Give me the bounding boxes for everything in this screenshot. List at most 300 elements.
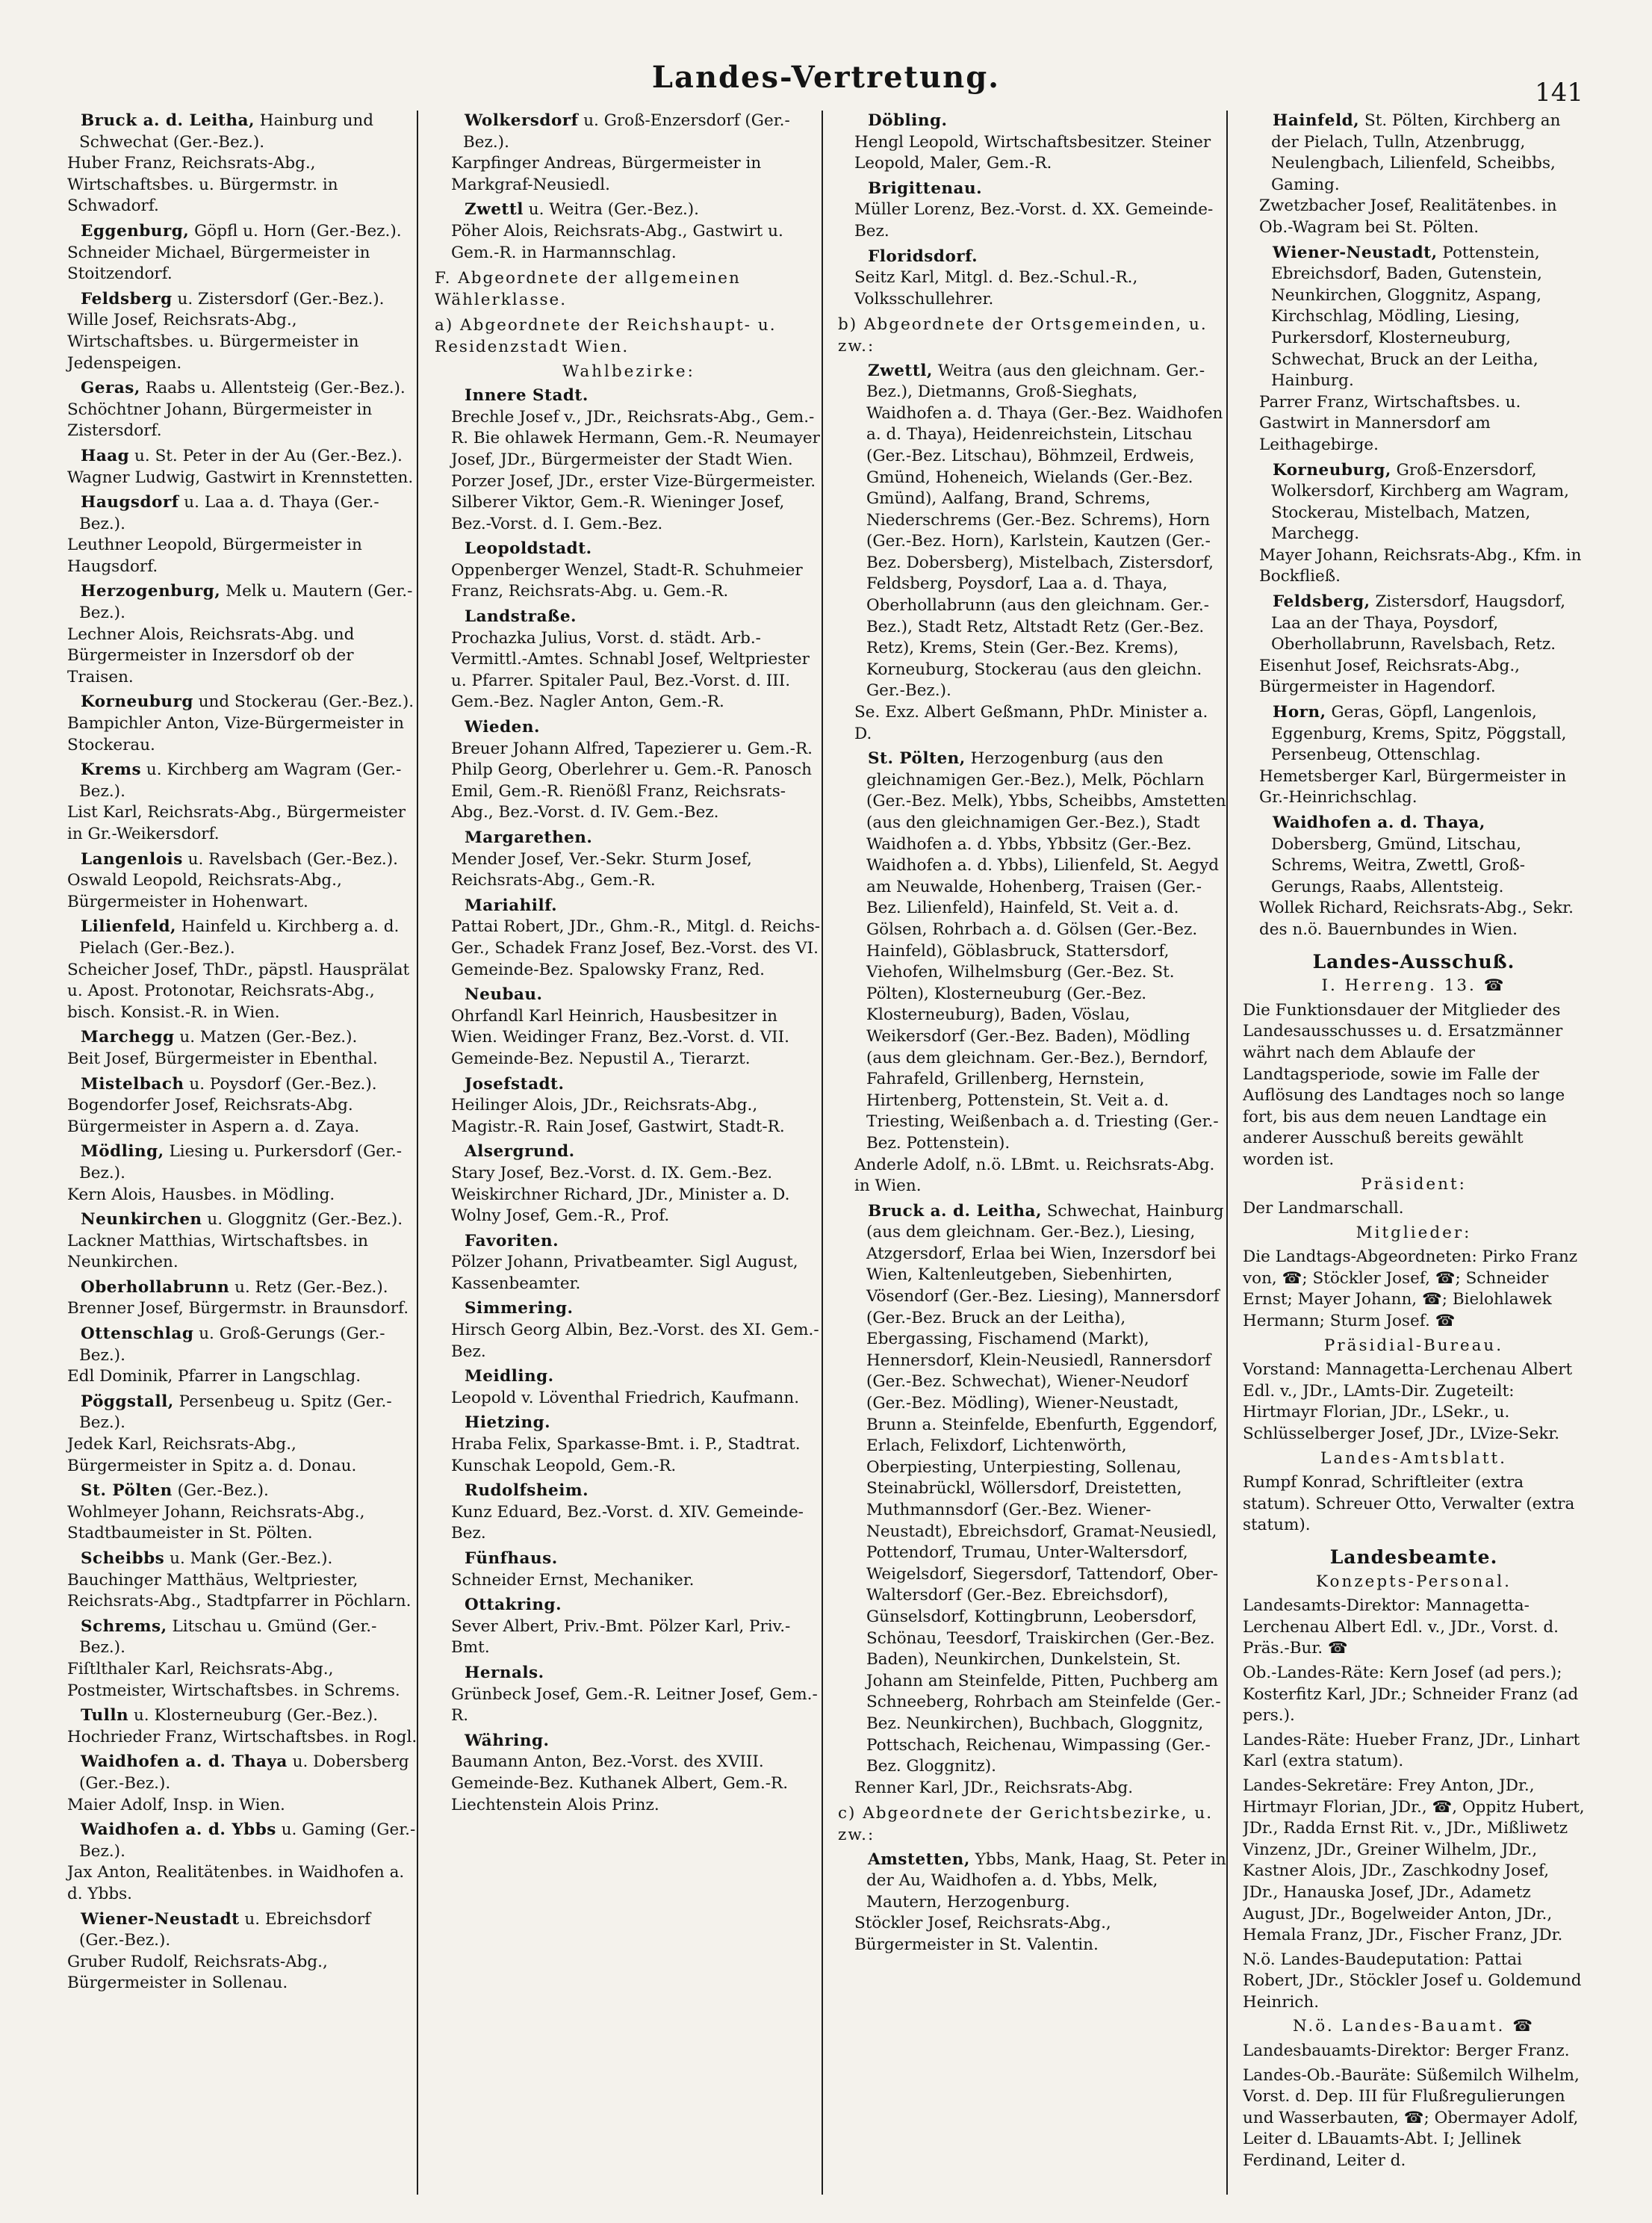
entry-districts: u. Retz (Ger.-Bez.). — [229, 1277, 388, 1297]
entry-representative: Schneider Michael, Bürgermeister in Stoitzendorf. — [67, 243, 370, 284]
entry-number — [51, 1752, 81, 1773]
amtsblatt-label: Landes-Amtsblatt. — [1320, 1448, 1507, 1468]
entry-title: Zwettl — [465, 200, 524, 220]
entry-heading-line — [435, 717, 823, 739]
entry-representative: Brechle Josef v., JDr., Reichsrats-Abg., Gem.-R. Bie ohlawek Hermann, Gem.-R. Neumayer Josef, JDr., Bürgermeister der Stadt Wien. Porzer Josef, JDr., erster Vize-Bürgermeister. Silberer Viktor, Gem.-R. Wieninger Josef, Bez.-Vorst. d. I. Gem.-Bez. — [451, 407, 820, 533]
konzepts-entry: Landes-Räte: Hueber Franz, JDr., Linhart Karl (extra statum). — [1243, 1730, 1580, 1771]
entry-number — [51, 1141, 81, 1163]
entry — [51, 289, 420, 374]
entry — [51, 1752, 420, 1816]
entry-title: Haugsdorf — [81, 493, 179, 512]
entry-number — [435, 1548, 465, 1570]
konzepts-personal-label: Konzepts-Personal. — [1316, 1572, 1512, 1591]
entry-representative: Hochrieder Franz, Wirtschaftsbes. in Rogl. — [67, 1727, 417, 1746]
entry-representative: Scheicher Josef, ThDr., päpstl. Hausprälat u. Apost. Protonotar, Reichsrats-Abg., bisch. Konsist.-R. in Wien. — [67, 960, 410, 1022]
entry — [838, 1201, 1228, 1799]
entry-representative: Parrer Franz, Wirtschaftsbes. u. Gastwirt in Mannersdorf am Leithagebirge. — [1259, 392, 1521, 454]
entry-number — [435, 199, 465, 221]
entry — [51, 581, 420, 688]
entry-districts: u. Gloggnitz (Ger.-Bez.). — [202, 1210, 403, 1230]
entry-number — [1243, 243, 1273, 264]
entry-heading-line — [435, 1413, 823, 1434]
entry-title: Wiener-Neustadt — [81, 1909, 240, 1929]
entry-title: Ottakring. — [465, 1596, 562, 1615]
entry — [838, 1850, 1228, 1956]
entry-number — [51, 917, 81, 938]
entry — [51, 1324, 420, 1388]
entry-districts: u. Zistersdorf (Ger.-Bez.). — [172, 289, 385, 309]
entry-heading-line — [51, 760, 420, 802]
landes-ausschuss-text: Die Funktionsdauer der Mitglieder des Landesausschusses u. d. Ersatzmänner währt nach dem Ablaufe der Landtagsperiode, sowie im Falle der Auflösung des Landtages noch so lange fort, bis aus dem neuen Landtage ein anderer Ausschuß bereits gewählt worden ist. — [1243, 1000, 1565, 1169]
entry-number — [435, 1298, 465, 1320]
entry-number — [435, 385, 465, 407]
entry-heading-line — [51, 289, 420, 311]
entry-representative: Müller Lorenz, Bez.-Vorst. d. XX. Gemeinde-Bez. — [854, 200, 1214, 241]
entry-representative: Eisenhut Josef, Reichsrats-Abg., Bürgermeister in Hagendorf. — [1259, 656, 1520, 697]
entry-title: Mariahilf. — [465, 896, 558, 915]
entry-title: Feldsberg — [81, 289, 173, 309]
entry-number — [838, 1201, 868, 1223]
entry-heading-line — [1243, 460, 1585, 545]
entry-representative: Se. Exz. Albert Geßmann, PhDr. Minister a. D. — [854, 703, 1208, 743]
entry-districts: Pottenstein, Ebreichsdorf, Baden, Gutenstein, Neunkirchen, Gloggnitz, Aspang, Kirchschlag, Mödling, Liesing, Purkersdorf, Klosterneuburg, Schwechat, Bruck an der Leitha, Hainburg. — [1271, 243, 1542, 391]
entry — [51, 1705, 420, 1748]
entry-number — [838, 748, 868, 770]
entry-title: Geras, — [81, 379, 140, 398]
entry-title: Herzogenburg, — [81, 582, 221, 601]
section-a-heading: a) Abgeordnete der Reichshaupt- u. Residenzstadt Wien. — [435, 316, 777, 356]
entry-title: Hainfeld, — [1273, 111, 1360, 130]
entry-number — [435, 985, 465, 1006]
entry-heading-line — [51, 1209, 420, 1231]
entry-representative: Jax Anton, Realitätenbes. in Waidhofen a. d. Ybbs. — [67, 1863, 405, 1903]
entry — [51, 1277, 420, 1320]
entry-number — [1243, 111, 1273, 132]
entry-number — [51, 1481, 81, 1502]
entry-title: Ottenschlag — [81, 1324, 194, 1344]
entry-title: Simmering. — [465, 1299, 574, 1318]
entry-representative: Grünbeck Josef, Gem.-R. Leitner Josef, Gem.-R. — [451, 1684, 818, 1726]
entry — [51, 1027, 420, 1070]
entry-heading-line — [838, 1850, 1228, 1914]
entry-representative: Wollek Richard, Reichsrats-Abg., Sekr. des n.ö. Bauernbundes in Wien. — [1259, 899, 1574, 939]
entry-title: Scheibbs — [81, 1549, 165, 1568]
entry — [1243, 813, 1585, 941]
entry-districts: u. Matzen (Ger.-Bez.). — [174, 1028, 358, 1047]
entry — [435, 1663, 823, 1727]
entry-districts: Ybbs, Mank, Haag, St. Peter in der Au, Waidhofen a. d. Ybbs, Melk, Mautern, Herzogenburg. — [866, 1850, 1226, 1912]
entry-number — [51, 1820, 81, 1841]
entry-representative: Maier Adolf, Insp. in Wien. — [67, 1795, 285, 1814]
entry-representative: Oswald Leopold, Reichsrats-Abg., Bürgermeister in Hohenwart. — [67, 871, 342, 911]
entry-districts: Dobersberg, Gmünd, Litschau, Schrems, Weitra, Zwettl, Groß-Gerungs, Raabs, Allentsteig. — [1271, 834, 1525, 896]
praesident-label: Präsident: — [1361, 1174, 1467, 1194]
entry — [51, 111, 420, 217]
entry-number — [51, 1392, 81, 1413]
entry-representative: Ohrfandl Karl Heinrich, Hausbesitzer in Wien. Weidinger Franz, Bez.-Vorst. d. VII. Gemeinde-Bez. Nepustil A., Tierarzt. — [451, 1006, 790, 1068]
entry-heading-line — [1243, 702, 1585, 766]
entry-heading-line — [435, 896, 823, 917]
entry-representative: Gruber Rudolf, Reichsrats-Abg., Bürgermeister in Sollenau. — [67, 1952, 328, 1993]
entry-number — [435, 1731, 465, 1752]
entry — [435, 1413, 823, 1477]
entry — [1243, 243, 1585, 456]
section-f-heading: F. Abgeordnete der allgemeinen Wählerklasse. — [435, 269, 741, 309]
entry — [435, 1141, 823, 1227]
entry-title: Marchegg — [81, 1028, 175, 1047]
entry-title: Leopoldstadt. — [465, 539, 592, 559]
entry — [51, 378, 420, 442]
entry — [51, 760, 420, 845]
entry-heading-line — [51, 581, 420, 624]
entry-number — [51, 692, 81, 713]
entry-districts: u. Gaming (Ger.-Bez.). — [79, 1820, 416, 1861]
entry-representative: Edl Dominik, Pfarrer in Langschlag. — [67, 1367, 361, 1386]
entry-districts: u. Weitra (Ger.-Bez.). — [523, 200, 699, 220]
entry-number — [435, 1663, 465, 1684]
entry-title: Favoriten. — [465, 1231, 559, 1250]
entry-representative: Hraba Felix, Sparkasse-Bmt. i. P., Stadtrat. Kunschak Leopold, Gem.-R. — [451, 1435, 801, 1475]
entry-representative: List Karl, Reichsrats-Abg., Bürgermeister in Gr.-Weikersdorf. — [67, 803, 406, 843]
entry-districts: Schwechat, Hainburg (aus dem gleichnam. Ger.-Bez.), Liesing, Atzgersdorf, Erlaa bei Wien, Inzersdorf bei Wien, Kaltenleutgeben, Siebenhirten, Vösendorf (Ger.-Bez. Liesing), Mannersdorf (Ger.-Bez. Bruck an der Leitha), Ebergassing, Fischamend (Markt), Hennersdorf, Klein-Neusiedl, Rannersdorf (Ger.-Bez. Schwechat), Wiener-Neudorf (Ger.-Bez. Mödling), Wiener-Neustadt, Brunn a. Steinfelde, Ebenfurth, Eggendorf, Erlach, Felixdorf, Lichtenwörth, Oberpiesting, Unterpiesting, Sollenau, Steinabrückl, Wöllersdorf, Dreistetten, Muthmannsdorf (Ger.-Bez. Wiener-Neustadt), Ebreichsdorf, Gramat-Neusiedl, Pottendorf, Trumau, Unter-Waltersdorf, Weigelsdorf, Siegersdorf, Tattendorf, Ober-Waltersdorf (Ger.-Bez. Ebreichsdorf), Günselsdorf, Kottingbrunn, Leobersdorf, Schönau, Teesdorf, Traiskirchen (Ger.-Bez. Baden), Neunkirchen, Dunkelstein, St. Johann am Steinfelde, Pitten, Puchberg am Schneeberg, Rohrbach am Steinfelde (Ger.-Bez. Neunkirchen), Buchbach, Gloggnitz, Pottschach, Reichenau, Wimpassing (Ger.-Bez. Gloggnitz). — [866, 1201, 1224, 1776]
entry-title: Neubau. — [465, 985, 543, 1005]
entry-number — [435, 111, 465, 132]
entry-title: Wieden. — [465, 718, 540, 737]
entry-number — [838, 247, 868, 268]
entry-number — [51, 289, 81, 311]
entry-title: Krems — [81, 760, 142, 780]
entry-districts: Groß-Enzersdorf, Wolkersdorf, Kirchberg am Wagram, Stockerau, Mistelbach, Matzen, Marchegg. — [1271, 460, 1569, 544]
entry-districts: Herzogenburg (aus den gleichnamigen Ger.-Bez.), Melk, Pöchlarn (Ger.-Bez. Melk), Ybbs, Scheibbs, Amstetten (aus den gleichnamigen Ger.-Bez.), Stadt Waidhofen a. d. Ybbs, Ybbsitz (Ger.-Bez. Waidhofen a. d. Ybbs), Lilienfeld, St. Aegyd am Neuwalde, Hohenberg, Traisen (Ger.-Bez. Lilienfeld), Hainfeld, St. Veit a. d. Gölsen, Rohrbach a. d. Gölsen (Ger.-Bez. Hainfeld), Göblasbruck, Stattersdorf, Viehofen, Wilhelmsburg (Ger.-Bez. St. Pölten), Klosterneuburg (Ger.-Bez. Klosterneuburg), Baden, Vöslau, Weikersdorf (Ger.-Bez. Baden), Mödling (aus dem gleichnam. Ger.-Bez.), Berndorf, Fahrafeld, Grillenberg, Hernstein, Hirtenberg, Pottenstein, St. Veit a. d. Triesting, Weißenbach a. d. Triesting (Ger.-Bez. Pottenstein). — [866, 749, 1226, 1153]
entry-heading-line — [51, 692, 420, 713]
entry-number — [838, 111, 868, 132]
entry — [435, 985, 823, 1070]
bauamt-list — [1243, 2041, 1585, 2172]
entry-representative: Heilinger Alois, JDr., Reichsrats-Abg., Magistr.-R. Rain Josef, Gastwirt, Stadt-R. — [451, 1096, 785, 1136]
konzepts-entry: N.ö. Landes-Baudeputation: Pattai Robert, JDr., Stöckler Josef u. Goldemund Heinrich. — [1243, 1950, 1582, 2012]
entry-districts: Liesing u. Purkersdorf (Ger.-Bez.). — [79, 1142, 402, 1182]
entry-districts: (Ger.-Bez.). — [172, 1481, 269, 1501]
entry — [51, 849, 420, 914]
entry — [51, 1820, 420, 1905]
bauamt-entry: Landes-Ob.-Bauräte: Süßemilch Wilhelm, Vorst. d. Dep. III für Flußregulierungen und Wasserbauten, ☎; Obermayer Adolf, Leiter d. LBauamts-Abt. I; Jellinek Ferdinand, Leiter d. — [1243, 2065, 1580, 2171]
entry-heading-line — [435, 828, 823, 849]
entry-number — [1243, 702, 1273, 724]
entry — [838, 748, 1228, 1197]
entry-districts: Göpfl u. Horn (Ger.-Bez.). — [189, 221, 402, 241]
entry — [51, 446, 420, 489]
entry — [838, 247, 1228, 311]
entry-districts: Raabs u. Allentsteig (Ger.-Bez.). — [140, 379, 406, 398]
entry-representative: Renner Karl, JDr., Reichsrats-Abg. — [854, 1778, 1134, 1797]
entry-representative: Karpfinger Andreas, Bürgermeister in Markgraf-Neusiedl. — [451, 154, 762, 194]
entry-number — [51, 492, 81, 514]
entry-heading-line — [51, 1392, 420, 1434]
entry-representative: Pattai Robert, JDr., Ghm.-R., Mitgl. d. Reichs-Ger., Schadek Franz Josef, Bez.-Vorst. des VI. Gemeinde-Bez. Spalowsky Franz, Red. — [451, 917, 821, 979]
entry-title: Lilienfeld, — [81, 917, 177, 937]
entry-districts: u. Mank (Ger.-Bez.). — [164, 1549, 333, 1568]
bauamt-entry: Landesbauamts-Direktor: Berger Franz. — [1243, 2041, 1570, 2061]
entry-number — [51, 1705, 81, 1727]
entry-number — [435, 1074, 465, 1096]
col2-top-entries — [435, 111, 823, 264]
entry-heading-line — [435, 1595, 823, 1616]
district-list — [435, 385, 823, 1816]
entry-districts: u. Groß-Gerungs (Ger.-Bez.). — [79, 1324, 385, 1365]
entry-number — [51, 581, 81, 603]
entry — [838, 361, 1228, 745]
entry-districts: Geras, Göpfl, Langenlois, Eggenburg, Krems, Spitz, Pöggstall, Persenbeug, Ottenschlag. — [1271, 703, 1567, 765]
page-number: 141 — [1535, 78, 1583, 108]
entry-number — [435, 1366, 465, 1388]
entry — [51, 1909, 420, 1994]
entry-districts: u. St. Peter in der Au (Ger.-Bez.). — [129, 446, 403, 465]
entry-representative: Wille Josef, Reichsrats-Abg., Wirtschaftsbes. u. Bürgermeister in Jedenspeigen. — [67, 311, 359, 373]
entry-districts: Litschau u. Gmünd (Ger.-Bez.). — [79, 1616, 377, 1658]
entry-heading-line — [51, 1141, 420, 1184]
section-c-heading: c) Abgeordnete der Gerichtsbezirke, u. zw.: — [838, 1804, 1214, 1844]
entry — [1243, 111, 1585, 239]
entry-title: Innere Stadt. — [465, 386, 589, 406]
entry-title: Brigittenau. — [868, 179, 983, 198]
entry-number — [51, 1027, 81, 1049]
entry — [435, 111, 823, 196]
entry-title: St. Pölten, — [868, 749, 966, 769]
entry-title: Döbling. — [868, 111, 948, 130]
entry-title: St. Pölten — [81, 1481, 173, 1501]
entry-title: Bruck a. d. Leitha, — [81, 111, 255, 130]
entry-districts: Hainburg und Schwechat (Ger.-Bez.). — [79, 111, 374, 152]
landes-bauamt-label: N.ö. Landes-Bauamt. ☎ — [1293, 2017, 1535, 2036]
entry-title: Landstraße. — [465, 607, 577, 627]
entry-districts: Persenbeug u. Spitz (Ger.-Bez.). — [79, 1392, 392, 1433]
entry-title: Bruck a. d. Leitha, — [868, 1201, 1042, 1221]
entry-title: Wiener-Neustadt, — [1273, 243, 1438, 262]
entry-representative: Hengl Leopold, Wirtschaftsbesitzer. Steiner Leopold, Maler, Gem.-R. — [854, 132, 1211, 173]
entry-districts: u. Groß-Enzersdorf (Ger.-Bez.). — [463, 111, 790, 152]
entry-representative: Leopold v. Löventhal Friedrich, Kaufmann. — [451, 1388, 800, 1407]
entry-districts: Weitra (aus den gleichnam. Ger.-Bez.), Dietmanns, Groß-Sieghats, Waidhofen a. d. Thaya (Ger.-Bez. Waidhofen a. d. Thaya), Heidenreichstein, Litschau (Ger.-Bez. Litschau), Böhmzeil, Erdweis, Gmünd, Hoheneich, Wielands (Ger.-Bez. Gmünd), Aalfang, Brand, Schrems, Niederschrems (Ger.-Bez. Schrems), Horn (Ger.-Bez. Horn), Karlstein, Kautzen (Ger.-Bez. Dobersberg), Mistelbach, Zistersdorf, Feldsberg, Poysdorf, Laa a. d. Thaya, Oberhollabrunn (aus den gleichnam. Ger.-Bez.), Stadt Retz, Altstadt Retz (Ger.-Bez. Retz), Krems, Stein (Ger.-Bez. Krems), Korneuburg, Stockerau (aus den gleichn. Ger.-Bez.). — [866, 361, 1223, 701]
entry-title: Korneuburg — [81, 692, 193, 712]
entry — [435, 1231, 823, 1295]
entry-heading-line — [838, 748, 1228, 1154]
entry-heading-line — [435, 1663, 823, 1684]
entry-heading-line — [435, 607, 823, 628]
amtsblatt-text: Rumpf Konrad, Schriftleiter (extra statum). Schreuer Otto, Verwalter (extra statum). — [1243, 1473, 1575, 1535]
konzepts-entry: Landes-Sekretäre: Frey Anton, JDr., Hirtmayr Florian, JDr., ☎, Oppitz Hubert, JDr., Radda Ernst Rit. v., JDr., Mißliwetz Vinzenz, JDr., Greiner Wilhelm, JDr., Kastner Alois, JDr., Zaschkodny Josef, JDr., Hanauska Josef, JDr., Adametz August, JDr., Bogelweider Anton, JDr., Hemala Franz, JDr., Fischer Franz, JDr. — [1243, 1776, 1585, 1945]
entry — [435, 896, 823, 981]
entry-number — [51, 1548, 81, 1570]
konzepts-entry: Ob.-Landes-Räte: Kern Josef (ad pers.); Kosterfitz Karl, JDr.; Schneider Franz (ad pers.). — [1243, 1663, 1579, 1726]
entry-representative: Jedek Karl, Reichsrats-Abg., Bürgermeister in Spitz a. d. Donau. — [67, 1435, 357, 1475]
entry — [435, 1366, 823, 1409]
col4-entries — [1243, 111, 1585, 941]
entry-representative: Pölzer Johann, Privatbeamter. Sigl August, Kassenbeamter. — [451, 1253, 798, 1293]
column-3 — [838, 111, 1228, 2195]
entry-title: Haag — [81, 446, 130, 465]
entry-heading-line — [51, 1616, 420, 1659]
entry-heading-line — [51, 1752, 420, 1794]
entry — [51, 1209, 420, 1274]
entry — [51, 492, 420, 577]
entry-districts: Melk u. Mautern (Ger.-Bez.). — [79, 582, 413, 623]
entry-title: Korneuburg, — [1273, 460, 1391, 480]
entry-number — [51, 378, 81, 400]
entry-heading-line — [435, 1074, 823, 1096]
entry-heading-line — [435, 539, 823, 560]
landesbeamte-title: Landesbeamte. — [1329, 1546, 1498, 1568]
entry-title: Mödling, — [81, 1142, 164, 1162]
entry-title: Tulln — [81, 1706, 129, 1726]
columns — [51, 111, 1586, 2195]
entry-number — [51, 446, 81, 468]
entry-number — [435, 607, 465, 628]
entry-title: Hietzing. — [465, 1413, 551, 1433]
entry-number — [435, 896, 465, 917]
entry-heading-line — [51, 1909, 420, 1952]
wahlbezirke-label: Wahlbezirke: — [562, 362, 695, 381]
entry-title: Alsergrund. — [465, 1142, 575, 1162]
entry-representative: Hemetsberger Karl, Bürgermeister in Gr.-Heinrichschlag. — [1259, 766, 1567, 807]
entry-number — [838, 179, 868, 200]
entry-title: Zwettl, — [868, 361, 933, 380]
entry-number — [435, 717, 465, 739]
entry-districts: Zistersdorf, Haugsdorf, Laa an der Thaya, Poysdorf, Oberhollabrunn, Ravelsbach, Retz. — [1271, 592, 1566, 654]
entry-heading-line — [838, 361, 1228, 703]
entry-title: Oberhollabrunn — [81, 1277, 230, 1297]
entry-title: Meidling. — [465, 1367, 554, 1386]
entry-heading-line — [1243, 813, 1585, 898]
entry — [51, 1141, 420, 1206]
entry — [838, 111, 1228, 175]
entry-representative: Schöchtner Johann, Bürgermeister in Zistersdorf. — [67, 400, 373, 441]
entry-representative: Brenner Josef, Bürgermstr. in Braunsdorf. — [67, 1299, 409, 1318]
entry-heading-line — [51, 221, 420, 243]
entry-number — [838, 1850, 868, 1871]
entry — [51, 221, 420, 285]
entry-representative: Leuthner Leopold, Bürgermeister in Haugsdorf. — [67, 536, 362, 576]
entry-representative: Huber Franz, Reichsrats-Abg., Wirtschaftsbes. u. Bürgermstr. in Schwadorf. — [67, 154, 338, 216]
entry-number — [51, 1209, 81, 1231]
entry-heading-line — [51, 1548, 420, 1570]
entry — [435, 717, 823, 824]
entry — [51, 1392, 420, 1477]
mitglieder-label: Mitglieder: — [1356, 1223, 1472, 1242]
entry-representative: Bampichler Anton, Vize-Bürgermeister in Stockerau. — [67, 714, 404, 754]
entry-title: Horn, — [1273, 703, 1326, 722]
entry — [435, 539, 823, 603]
entry-heading-line — [435, 111, 823, 153]
entry-title: Fünfhaus. — [465, 1549, 558, 1568]
konzepts-entry: Landesamts-Direktor: Mannagetta-Lerchenau Albert Edl. v., JDr., Vorst. d. Präs.-Bur. ☎ — [1243, 1596, 1559, 1658]
entry — [51, 1481, 420, 1545]
entry-representative: Baumann Anton, Bez.-Vorst. des XVIII. Gemeinde-Bez. Kuthanek Albert, Gem.-R. Liechtenstein Alois Prinz. — [451, 1752, 789, 1814]
entry-representative: Schneider Ernst, Mechaniker. — [451, 1570, 695, 1590]
entry-heading-line — [435, 199, 823, 221]
entry-heading-line — [838, 111, 1228, 132]
entry — [51, 917, 420, 1023]
entry-title: Waidhofen a. d. Thaya, — [1273, 813, 1485, 832]
entry-title: Eggenburg, — [81, 221, 190, 241]
entry-number — [51, 1324, 81, 1345]
entry-heading-line — [435, 1231, 823, 1253]
entry-heading-line — [1243, 592, 1585, 656]
entry-number — [51, 760, 81, 781]
entry-number — [51, 1074, 81, 1096]
entry-title: Amstetten, — [868, 1850, 970, 1869]
entry-districts: St. Pölten, Kirchberg an der Pielach, Tulln, Atzenbrugg, Neulengbach, Lilienfeld, Scheibbs, Gaming. — [1271, 111, 1561, 194]
entry-heading-line — [51, 1820, 420, 1862]
entry-number — [1243, 460, 1273, 482]
entry-districts: und Stockerau (Ger.-Bez.). — [193, 692, 414, 712]
entry-heading-line — [435, 985, 823, 1006]
landes-ausschuss-address: I. Herreng. 13. ☎ — [1321, 976, 1506, 996]
entry-representative: Fiſtlthaler Karl, Reichsrats-Abg., Postmeister, Wirtschaftsbes. in Schrems. — [67, 1659, 400, 1700]
entry — [435, 607, 823, 713]
entry-heading-line — [435, 385, 823, 407]
entry-representative: Breuer Johann Alfred, Tapezierer u. Gem.-R. Philp Georg, Oberlehrer u. Gem.-R. Panosch Emil, Gem.-R. Rienößl Franz, Reichsrats-Abg., Bez.-Vorst. d. IV. Gem.-Bez. — [451, 739, 813, 822]
entry-number — [435, 1141, 465, 1163]
entry-heading-line — [1243, 111, 1585, 196]
entry-number — [1243, 813, 1273, 834]
entry-representative: Lackner Matthias, Wirtschaftsbes. in Neunkirchen. — [67, 1231, 368, 1272]
entry-heading-line — [51, 1074, 420, 1096]
praesident-text: Der Landmarschall. — [1243, 1199, 1404, 1218]
entry-number — [51, 1277, 81, 1299]
entry-number — [51, 1616, 81, 1638]
entry-representative: Pöher Alois, Reichsrats-Abg., Gastwirt u. Gem.-R. in Harmannschlag. — [451, 221, 783, 262]
entry-title: Margarethen. — [465, 828, 593, 847]
entry-title: Rudolfsheim. — [465, 1481, 589, 1501]
entry-representative: Beit Josef, Bürgermeister in Ebenthal. — [67, 1049, 378, 1068]
entry-districts: u. Ravelsbach (Ger.-Bez.). — [182, 849, 398, 869]
entry — [435, 199, 823, 264]
entry — [51, 692, 420, 756]
entry-heading-line — [51, 1705, 420, 1727]
entry — [435, 1074, 823, 1138]
entry-heading-line — [435, 1141, 823, 1163]
entry-title: Waidhofen a. d. Ybbs — [81, 1820, 276, 1840]
landes-ausschuss-title: Landes-Ausschuß. — [1312, 950, 1515, 973]
entry-heading-line — [51, 1481, 420, 1502]
entry-number — [51, 221, 81, 243]
entry-representative: Anderle Adolf, n.ö. LBmt. u. Reichsrats-Abg. in Wien. — [854, 1155, 1215, 1196]
section-b-heading: b) Abgeordnete der Ortsgemeinden, u. zw.: — [838, 315, 1208, 356]
entry-districts: u. Klosterneuburg (Ger.-Bez.). — [128, 1706, 379, 1726]
entry-representative: Seitz Karl, Mitgl. d. Bez.-Schul.-R., Volksschullehrer. — [854, 268, 1138, 309]
entry — [51, 1616, 420, 1702]
entry-representative: Wohlmeyer Johann, Reichsrats-Abg., Stadtbaumeister in St. Pölten. — [67, 1502, 365, 1543]
column-1 — [51, 111, 420, 2195]
entry-heading-line — [838, 1201, 1228, 1778]
entry-number — [435, 1413, 465, 1434]
entry-districts: u. Dobersberg (Ger.-Bez.). — [79, 1752, 409, 1793]
entry-number — [51, 111, 81, 132]
entry-representative: Oppenberger Wenzel, Stadt-R. Schuhmeier Franz, Reichsrats-Abg. u. Gem.-R. — [451, 560, 803, 601]
entry-heading-line — [51, 1324, 420, 1366]
praesidial-bureau-text: Vorstand: Mannagetta-Lerchenau Albert Edl. v., JDr., LAmts-Dir. Zugeteilt: Hirtmayr Florian, JDr., LSekr., u. Schlüsselberger Josef, JDr., LVize-Sekr. — [1243, 1360, 1573, 1444]
entry — [838, 179, 1228, 243]
entry-heading-line — [51, 111, 420, 153]
entry-representative: Mender Josef, Ver.-Sekr. Sturm Josef, Reichsrats-Abg., Gem.-R. — [451, 849, 752, 890]
praesidial-bureau-label: Präsidial-Bureau. — [1323, 1336, 1504, 1355]
entry-heading-line — [435, 1481, 823, 1502]
entry — [1243, 592, 1585, 698]
page-header-title: Landes-Vertretung. — [651, 60, 1001, 95]
entry-title: Währing. — [465, 1731, 550, 1750]
entry — [435, 1548, 823, 1591]
entry-heading-line — [1243, 243, 1585, 392]
